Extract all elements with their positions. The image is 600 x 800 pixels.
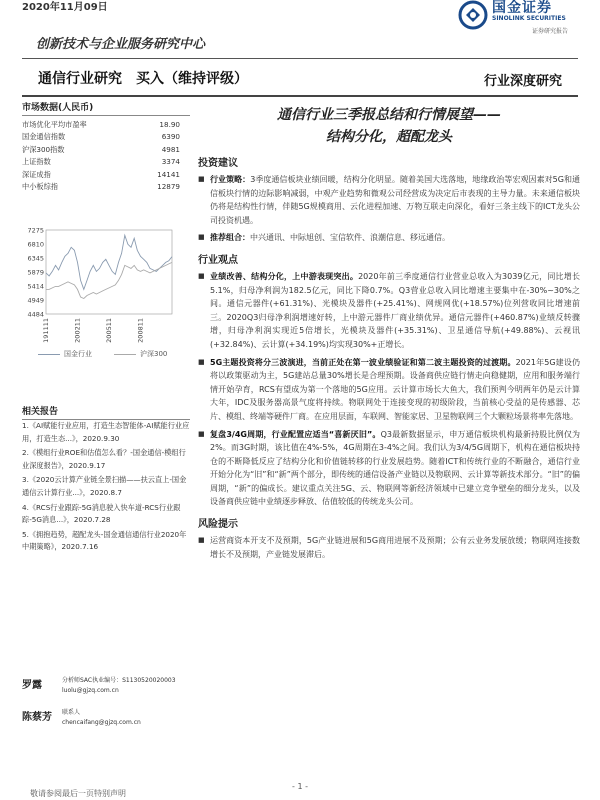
- report-date: 2020年11月09日: [22, 2, 108, 13]
- header-divider-top: [22, 58, 578, 59]
- bullet-text: [210, 428, 580, 510]
- bullet-item: [198, 173, 580, 227]
- bullet-square-icon: ■: [198, 233, 205, 242]
- market-data-row: [22, 131, 190, 143]
- bullet-square-icon: ■: [198, 271, 205, 280]
- contact-name: 陈蔡芳: [22, 712, 52, 723]
- research-center-title: 创新技术与企业服务研究中心: [36, 37, 206, 52]
- bullet-square-icon: ■: [198, 357, 205, 366]
- market-data-row: [22, 169, 190, 181]
- chart-frame: [46, 230, 172, 314]
- bullet-item: [198, 356, 580, 424]
- bullet-lead: 5G主题投资将分三波演进，当前正处在第一波业绩验证和第二波主题投资的过渡期。: [210, 357, 516, 367]
- analyst-name: 罗露: [22, 680, 42, 691]
- legend-label-industry: 国金行业: [64, 350, 92, 358]
- market-data-value: 12879: [157, 182, 180, 192]
- legend-item-hs300: [114, 349, 167, 359]
- section-risk: 风险提示: [198, 519, 238, 531]
- index-chart: [22, 222, 192, 362]
- analyst-cert: 分析师SAC执业编号：S1130520020003: [62, 677, 176, 684]
- company-logo: [458, 0, 578, 40]
- bullet-item: [198, 534, 580, 561]
- bullet-item: [198, 270, 580, 352]
- x-tick-label: 191111: [42, 318, 50, 343]
- market-data-list: [22, 119, 190, 193]
- bullet-square-icon: ■: [198, 175, 205, 183]
- market-data-label: 国金通信指数: [22, 132, 66, 142]
- analyst-email[interactable]: luolu@gjzq.com.cn: [62, 687, 119, 694]
- market-data-label: 市场优化平均市盈率: [22, 120, 87, 129]
- bullet-lead: 推荐组合：: [210, 233, 250, 243]
- report-title: 通信行业研究 买入（维持评级）: [38, 71, 248, 87]
- related-report-item[interactable]: 3.《2020云计算产业链全景扫描——扶云直上-国金通信云计算行业...》，2020.8.7: [22, 475, 187, 497]
- contact-card: [22, 708, 190, 738]
- header-divider-bottom: [22, 95, 578, 97]
- main-title-line2: 结构分化，超配龙头: [326, 129, 452, 145]
- bullet-body: 中兴通讯、中际旭创、宝信软件、浪潮信息、移远通信。: [250, 233, 450, 243]
- chart-legend: [38, 349, 167, 359]
- page-number: - 1 -: [292, 782, 308, 791]
- sinolink-logo-icon: [458, 0, 488, 30]
- related-reports-list: [22, 420, 190, 556]
- y-tick-label: 5414: [27, 282, 44, 291]
- bullet-text: [210, 356, 580, 424]
- y-tick-label: 7275: [27, 226, 44, 235]
- industry-views-list: [198, 270, 580, 509]
- analyst-card: [22, 676, 190, 706]
- series-line-hs300: [46, 262, 172, 298]
- bullet-text: [210, 173, 580, 227]
- logo-name-en: SINOLINK SECURITIES: [492, 15, 566, 22]
- market-data-panel: [22, 100, 190, 193]
- related-report-item[interactable]: 2.《模组行业ROE和估值怎么看？-国金通信-模组行业深度报告》，2020.9.17: [22, 448, 186, 470]
- bullet-body: 2020年前三季度通信行业营业总收入为3039亿元，同比增长5.1%，归母净利润为182.5亿元，同比下降0.7%。Q3营业总收入同比增速主要集中在-30%~30%之间。通信元器件(+61.31%)、光模块及器件(+25.41%)、网规网优(+18.57%)位列营收同比增速前三。2020Q3归母净利润增速好转，上中游元器件厂商业绩优异。通信元器件(+460.87%)业绩反转骤增，归母净利润实现近5倍增长，光模块及器件(+35.31%)、卫星通信导航(+49.88%)、云视讯(+32.84%)、云计算(+34.19%)均实现30%+正增长。: [210, 271, 581, 349]
- legend-label-hs300: 沪深300: [140, 350, 168, 358]
- bullet-lead: 行业策略：: [210, 175, 251, 184]
- bullet-body: 3季度通信板块业绩回暖，结构分化明显。随着美国大选落地，地缘政治等宏观因素对5G和通信板块行情的边际影响减弱，中观产业趋势和微观公司经营成为决定后市表现的主导力量。未来通信板块仍将是结构性行情，伴随5G规模商用、云化进程加速、万物互联走向深化，看好三条主线下的ICT龙头公司投资机遇。: [210, 175, 581, 225]
- section-investment-advice: 投资建议: [198, 158, 238, 169]
- market-data-label: 中小板综指: [22, 182, 58, 192]
- contact-email[interactable]: chencaifang@gjzq.com.cn: [62, 719, 141, 726]
- bullet-item: [198, 428, 580, 510]
- logo-name-cn: 国金证券: [492, 0, 552, 16]
- y-tick-label: 4484: [27, 310, 44, 319]
- bullet-item: [198, 231, 580, 245]
- market-data-label: 上证指数: [22, 157, 51, 167]
- market-data-row: [22, 156, 190, 168]
- legend-item-industry: [38, 349, 92, 359]
- market-data-value: 6390: [161, 132, 180, 142]
- bullet-lead: 复盘3/4G周期，行业配置应适当“喜新厌旧”。: [210, 429, 381, 439]
- investment-advice-list: [198, 173, 580, 245]
- x-tick-label: 200511: [105, 318, 113, 343]
- logo-subtitle: 证券研究报告: [532, 28, 569, 35]
- bullet-body: Q3最新数据显示，申万通信板块机构最新持股比例仅为2%。而3G时期，该比值在4%-5%，4G周期在3-4%之间。我们认为3/4/5G周期下，机构在通信板块持仓的不断降低反应了结构分化和价值链转移的行业发展趋势。随着ICT和传统行业的不断融合，通信行业开始分化为“旧”和“新”两个部分，即传统的通信设备产业链以及物联网、云计算等新技术部分。“旧”的偏周期，“新”的偏成长。建议重点关注5G、云、物联网等新经济领域中已建立竞争壁垒的细分龙头，以及设备商供应链中业绩逐步释放、估值较低的传统龙头公司。: [210, 429, 580, 507]
- bullet-body: 运营商资本开支不及预期，5G产业链进展和5G商用进展不及预期；公有云业务发展放缓；物联网连接数增长不及预期，产业链发展滞后。: [210, 536, 580, 559]
- x-tick-label: 200811: [136, 318, 145, 343]
- series-line-industry: [46, 235, 172, 289]
- market-data-label: 深证成指: [22, 169, 51, 179]
- main-content: [198, 104, 580, 565]
- related-report-item[interactable]: 1.《AI赋能行业应用，打造生态智能体-AI赋能行业应用，打造生态...》，2020.9.30: [22, 421, 190, 443]
- bullet-text: [210, 270, 580, 352]
- report-type: 行业深度研究: [483, 74, 562, 89]
- related-report-item[interactable]: 4.《RCS行业跟踪-5G消息驶入快车道-RCS行业跟踪-5G消息...》，2020.7.28: [22, 502, 181, 525]
- footer-disclaimer: 敬请参阅最后一页特别声明: [30, 789, 126, 798]
- related-report-item[interactable]: 5.《拥抱趋势，超配龙头-国金通信通信行业2020年中期策略》，2020.7.16: [22, 529, 187, 552]
- y-tick-label: 6810: [27, 240, 44, 249]
- index-chart-svg: [22, 222, 192, 352]
- related-reports-title: 相关报告: [22, 404, 190, 420]
- y-tick-label: 5879: [27, 268, 44, 277]
- market-data-title: 市场数据(人民币): [22, 100, 190, 116]
- market-data-value: 18.90: [159, 120, 180, 129]
- market-data-row: [22, 119, 190, 131]
- section-industry-views: 行业观点: [198, 254, 238, 266]
- main-title-line1: 通信行业三季报总结和行情展望——: [277, 107, 501, 123]
- risk-list: [198, 534, 580, 561]
- market-data-value: 4981: [161, 144, 180, 154]
- bullet-text: [210, 534, 580, 561]
- market-data-row: [22, 144, 190, 156]
- bullet-square-icon: ■: [198, 536, 205, 545]
- x-tick-label: 200211: [73, 318, 82, 343]
- y-tick-label: 6345: [27, 254, 44, 263]
- y-tick-label: 4949: [27, 296, 44, 305]
- market-data-row: [22, 181, 190, 193]
- bullet-body: 2021年5G建设仍将以政策驱动为主，5G建站总量30%增长是合理预期。设备商供应链行情走向稳健期，应用和服务端行情开始孕育，RCS有望成为第一个落地的5G应用。云计算市场长大鱼大，我们预判今明两年仍是云计算大年，IDC及服务器高景气度将持续。物联网处于连接变现的初级阶段，当前核心受益的是传感器、芯片、模组、终端等硬件厂商。在应用层面，车联网、智能家居、卫星物联网三个大颗粒场景将率先落地。: [210, 357, 580, 421]
- bullet-text: [210, 231, 580, 245]
- contact-role: 联系人: [62, 709, 81, 716]
- bullet-square-icon: ■: [198, 429, 205, 438]
- market-data-label: 沪深300指数: [22, 144, 65, 154]
- market-data-value: 14141: [157, 169, 180, 179]
- market-data-value: 3374: [161, 157, 180, 167]
- bullet-lead: 业绩改善、结构分化，上中游表现突出。: [210, 271, 359, 281]
